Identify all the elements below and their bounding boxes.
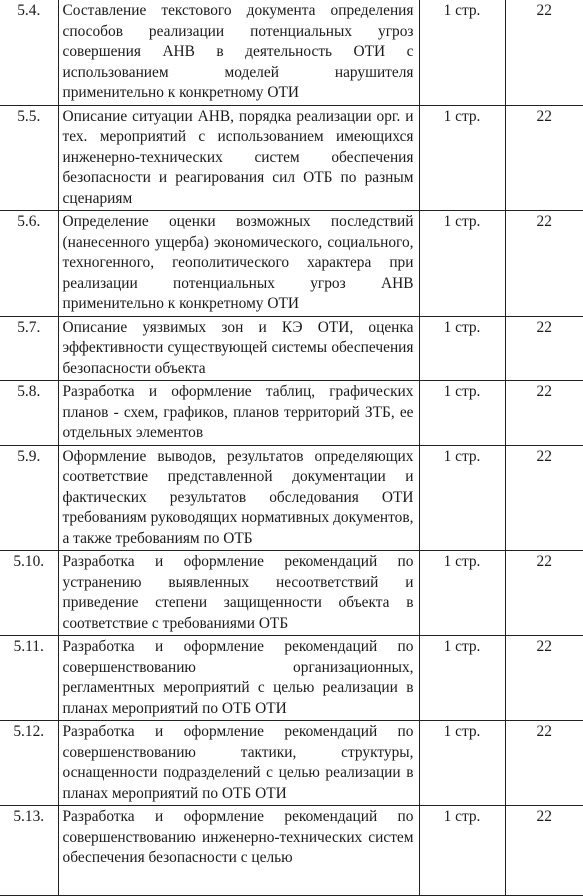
item-description-cell — [58, 721, 419, 806]
item-volume-cell — [419, 0, 505, 105]
item-volume: 1 стр. — [420, 106, 505, 128]
item-points: 22 — [506, 446, 583, 468]
item-volume-cell — [419, 806, 505, 896]
item-description: Разработка и оформление рекомендаций по совершенствованию тактики, структуры, оснащенности подразделений с целью реализации в планах мероприятий по ОТБ ОТИ — [59, 721, 419, 805]
item-number-cell — [0, 445, 58, 551]
item-number-cell — [0, 381, 58, 446]
item-volume-cell — [419, 636, 505, 721]
item-points: 22 — [506, 636, 583, 658]
item-number: 5.7. — [0, 317, 58, 339]
table-row — [0, 105, 583, 211]
item-points-cell — [505, 636, 583, 721]
item-points-cell — [505, 316, 583, 381]
item-number-cell — [0, 636, 58, 721]
item-description: Описание уязвимых зон и КЭ ОТИ, оценка эффективности существующей системы обеспечения безопасности объекта — [59, 317, 419, 381]
item-number: 5.5. — [0, 106, 58, 128]
item-number: 5.6. — [0, 211, 58, 233]
item-description: Разработка и оформление рекомендаций по устранению выявленных несоответствий и приведение степени защищенности объекта в соответствие с требованиями ОТБ — [59, 551, 419, 635]
item-description-cell — [58, 316, 419, 381]
item-points-cell — [505, 105, 583, 211]
item-points-cell — [505, 0, 583, 105]
item-description: Описание ситуации АНВ, порядка реализации орг. и тех. мероприятий с использованием имеющихся инженерно-технических систем обеспечения безопасности и реагирования сил ОТБ по разным сценариям — [59, 106, 419, 211]
item-points-cell — [505, 381, 583, 446]
item-number-cell — [0, 721, 58, 806]
item-volume: 1 стр. — [420, 636, 505, 658]
item-number: 5.4. — [0, 0, 58, 22]
item-description-cell — [58, 551, 419, 636]
item-number: 5.9. — [0, 446, 58, 468]
item-description-cell — [58, 211, 419, 317]
table-row — [0, 721, 583, 806]
item-description: Определение оценки возможных последствий (нанесенного ущерба) экономического, социального, техногенного, геополитического характера при реализации потенциальных угроз АНВ применительно к конкретному ОТИ — [59, 211, 419, 316]
item-description: Разработка и оформление таблиц, графических планов - схем, графиков, планов территорий ЗТБ, ее отдельных элементов — [59, 381, 419, 445]
item-volume-cell — [419, 721, 505, 806]
item-points-cell — [505, 551, 583, 636]
table-row — [0, 636, 583, 721]
item-description-cell — [58, 381, 419, 446]
item-description-cell — [58, 0, 419, 105]
table-row — [0, 806, 583, 896]
item-number-cell — [0, 211, 58, 317]
item-volume: 1 стр. — [420, 381, 505, 403]
item-description-cell — [58, 806, 419, 896]
table-row — [0, 211, 583, 317]
table-row — [0, 445, 583, 551]
table-row — [0, 381, 583, 446]
item-points: 22 — [506, 317, 583, 339]
table-row — [0, 551, 583, 636]
item-volume: 1 стр. — [420, 806, 505, 828]
item-number-cell — [0, 0, 58, 105]
item-number: 5.10. — [0, 551, 58, 573]
item-volume-cell — [419, 316, 505, 381]
item-description-cell — [58, 105, 419, 211]
item-volume: 1 стр. — [420, 551, 505, 573]
item-description-cell — [58, 445, 419, 551]
item-volume-cell — [419, 445, 505, 551]
item-number-cell — [0, 551, 58, 636]
item-volume-cell — [419, 105, 505, 211]
item-volume: 1 стр. — [420, 721, 505, 743]
item-number: 5.12. — [0, 721, 58, 743]
table-row — [0, 0, 583, 105]
item-volume-cell — [419, 381, 505, 446]
item-description: Разработка и оформление рекомендаций по совершенствованию организационных, регламентных мероприятий с целью реализации в планах мероприятий по ОТБ ОТИ — [59, 636, 419, 720]
item-points: 22 — [506, 721, 583, 743]
item-volume-cell — [419, 551, 505, 636]
item-points-cell — [505, 445, 583, 551]
table-row — [0, 316, 583, 381]
item-number: 5.11. — [0, 636, 58, 658]
item-number-cell — [0, 316, 58, 381]
item-number-cell — [0, 105, 58, 211]
item-number-cell — [0, 806, 58, 896]
item-volume-cell — [419, 211, 505, 317]
item-volume: 1 стр. — [420, 211, 505, 233]
item-points: 22 — [506, 211, 583, 233]
item-points: 22 — [506, 806, 583, 828]
item-volume: 1 стр. — [420, 317, 505, 339]
item-points: 22 — [506, 381, 583, 403]
item-number: 5.13. — [0, 806, 58, 828]
item-volume: 1 стр. — [420, 0, 505, 22]
item-points: 22 — [506, 551, 583, 573]
item-points-cell — [505, 211, 583, 317]
item-number: 5.8. — [0, 381, 58, 403]
item-points-cell — [505, 806, 583, 896]
item-description: Разработка и оформление рекомендаций по совершенствованию инженерно-технических систем обеспечения безопасности с целью — [59, 806, 419, 870]
item-description-cell — [58, 636, 419, 721]
item-points: 22 — [506, 106, 583, 128]
item-volume: 1 стр. — [420, 446, 505, 468]
item-description: Оформление выводов, результатов определяющих соответствие представленной документации и фактических результатов обследования ОТИ требованиям руководящих нормативных документов, а также требованиям по ОТБ — [59, 446, 419, 551]
item-points: 22 — [506, 0, 583, 22]
item-points-cell — [505, 721, 583, 806]
item-description: Составление текстового документа определения способов реализации потенциальных угроз совершения АНВ в деятельность ОТИ с использованием моделей нарушителя применительно к конкретному ОТИ — [59, 0, 419, 105]
